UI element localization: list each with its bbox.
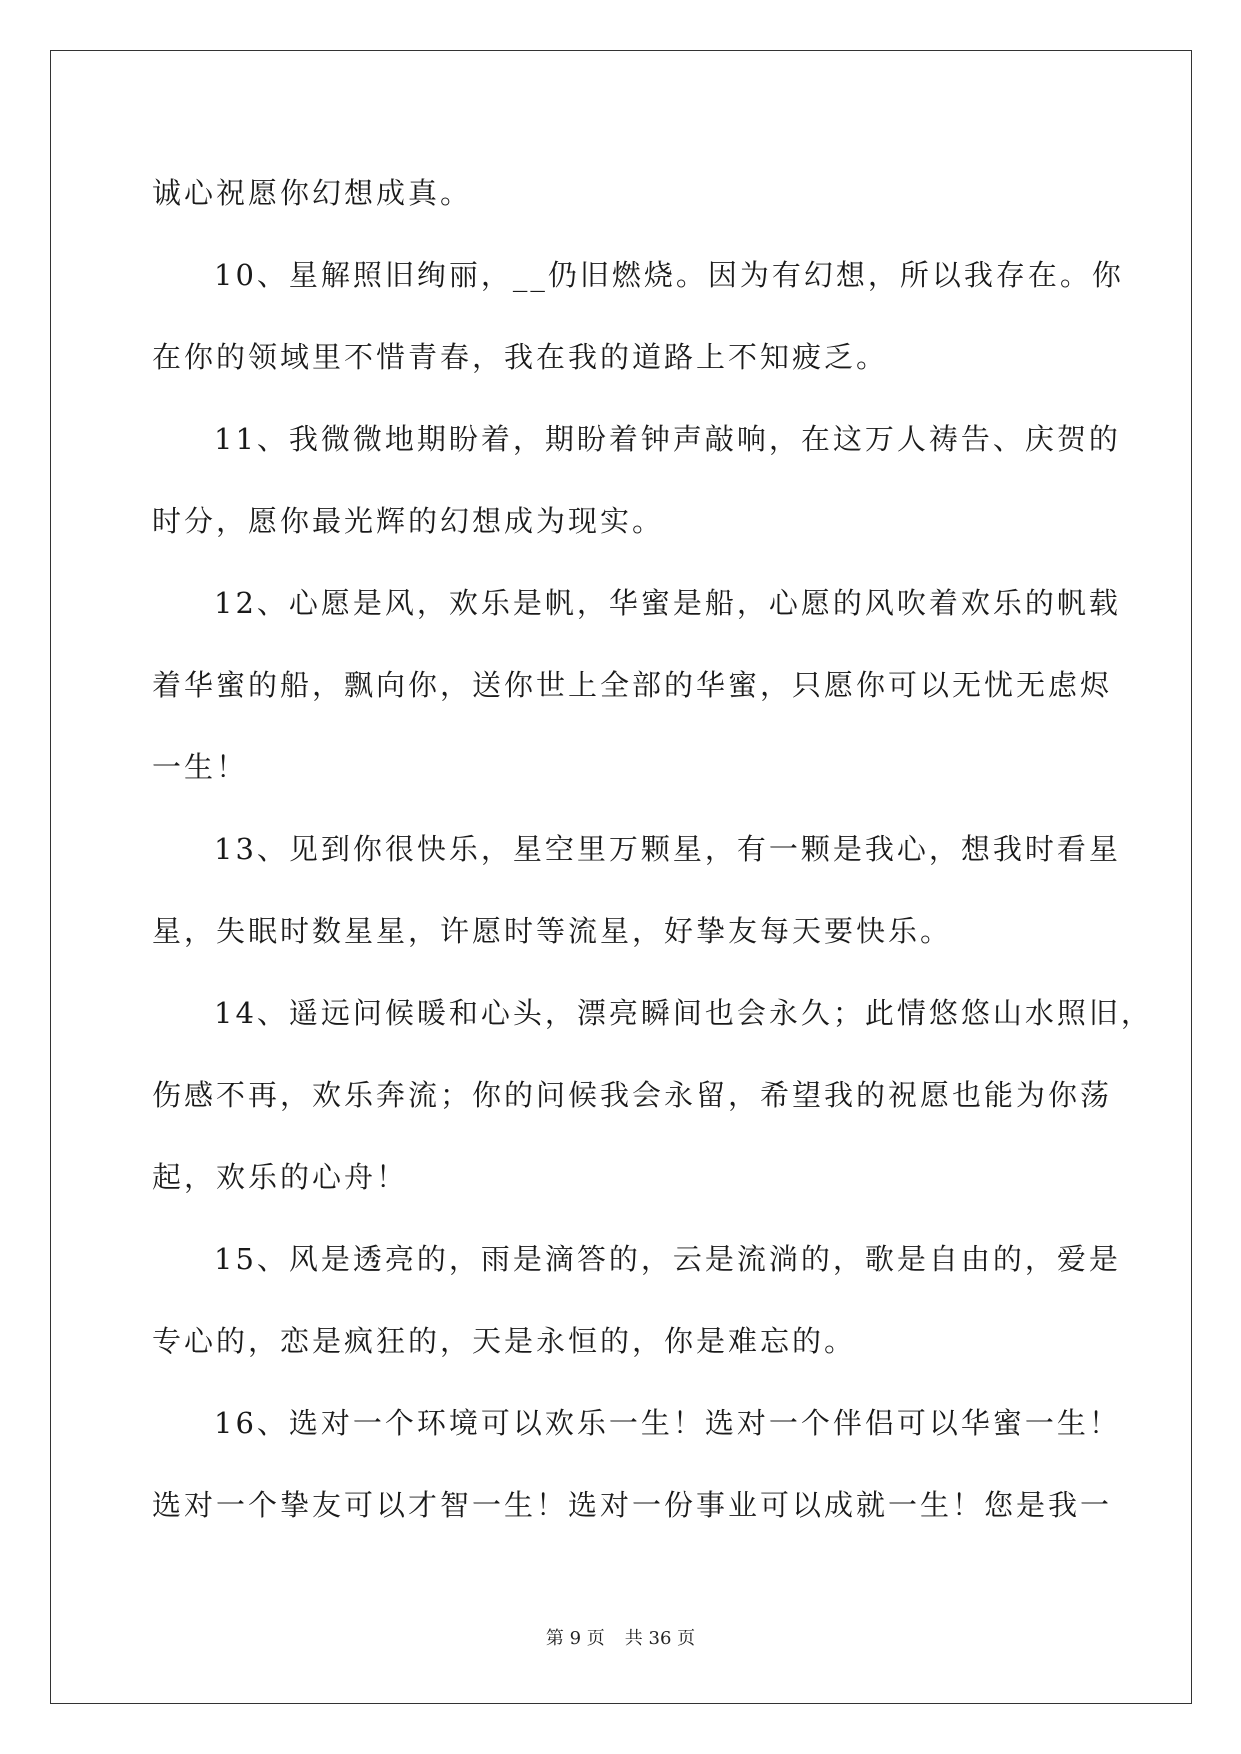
text-line: 伤感不再，欢乐奔流；你的问候我会永留，希望我的祝愿也能为你荡: [152, 1078, 1113, 1112]
page-number-current: 第 9 页: [545, 1628, 605, 1649]
text-line: 选对一个挚友可以才智一生！选对一份事业可以成就一生！您是我一: [152, 1488, 1113, 1522]
text-line: 13、见到你很快乐，星空里万颗星，有一颗是我心，想我时看星: [214, 832, 1121, 866]
page-number-total: 共 36 页: [624, 1628, 696, 1649]
text-line: 诚心祝愿你幻想成真。: [152, 176, 473, 210]
page-footer: [0, 1624, 1241, 1650]
text-line: 14、遥远问候暖和心头，漂亮瞬间也会永久；此情悠悠山水照旧，: [214, 996, 1153, 1030]
text-line: 着华蜜的船，飘向你，送你世上全部的华蜜，只愿你可以无忧无虑烬: [152, 668, 1113, 702]
text-line: 一生！: [152, 750, 249, 784]
text-line: 15、风是透亮的，雨是滴答的，云是流淌的，歌是自由的，爱是: [214, 1242, 1121, 1276]
text-line: 在你的领域里不惜青春，我在我的道路上不知疲乏。: [152, 340, 889, 374]
text-line: 16、选对一个环境可以欢乐一生！选对一个伴侣可以华蜜一生！: [214, 1406, 1121, 1440]
text-line: 起，欢乐的心舟！: [152, 1160, 409, 1194]
text-line: 12、心愿是风，欢乐是帆，华蜜是船，心愿的风吹着欢乐的帆载: [214, 586, 1121, 620]
text-line: 星，失眠时数星星，许愿时等流星，好挚友每天要快乐。: [152, 914, 953, 948]
text-line: 时分，愿你最光辉的幻想成为现实。: [152, 504, 665, 538]
document-body: [152, 152, 1153, 1546]
text-line: 10、星解照旧绚丽，__仍旧燃烧。因为有幻想，所以我存在。你: [214, 258, 1124, 292]
text-line: 11、我微微地期盼着，期盼着钟声敲响，在这万人祷告、庆贺的: [214, 422, 1121, 456]
text-line: 专心的，恋是疯狂的，天是永恒的，你是难忘的。: [152, 1324, 857, 1358]
